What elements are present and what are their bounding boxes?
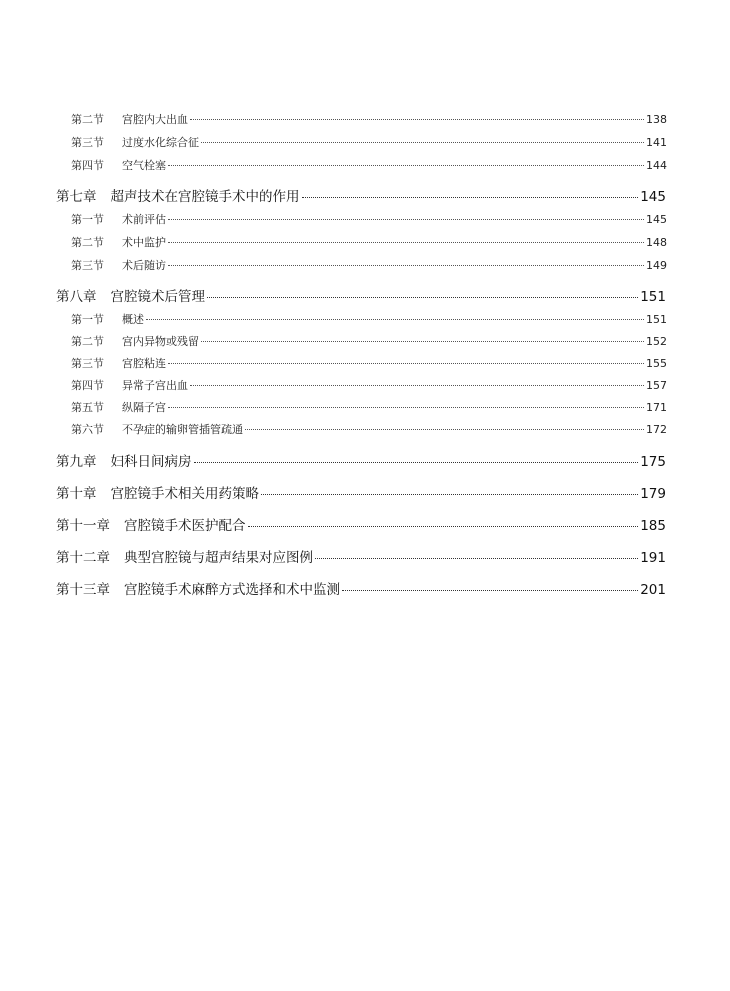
toc-section-row: [71, 257, 667, 273]
toc-section-row: [71, 211, 667, 227]
section-title: 术中监护: [122, 236, 166, 249]
chapter-number: 第十三章: [56, 582, 110, 598]
section-title: 空气栓塞: [122, 159, 166, 172]
section-number: 第三节: [71, 357, 104, 370]
page-number: 151: [640, 289, 666, 305]
section-title: 概述: [122, 313, 144, 326]
page-number: 201: [640, 582, 666, 598]
toc-section-row: [71, 157, 667, 173]
page-number: 191: [640, 550, 666, 566]
chapter-number: 第十二章: [56, 550, 110, 566]
section-number: 第五节: [71, 401, 104, 414]
toc-chapter-row: [56, 482, 666, 502]
section-title: 过度水化综合征: [122, 136, 199, 149]
chapter-number: 第七章: [56, 189, 97, 205]
dot-leader: [168, 407, 644, 408]
dot-leader: [190, 385, 644, 386]
chapter-number: 第九章: [56, 454, 97, 470]
section-title: 术前评估: [122, 213, 166, 226]
page-number: 175: [640, 454, 666, 470]
section-title: 宫腔内大出血: [122, 113, 188, 126]
dot-leader: [201, 341, 644, 342]
dot-leader: [302, 197, 639, 198]
page-number: 152: [646, 335, 667, 348]
section-number: 第一节: [71, 213, 104, 226]
toc-section-row: [71, 111, 667, 127]
section-number: 第二节: [71, 236, 104, 249]
dot-leader: [248, 526, 639, 527]
page-number: 179: [640, 486, 666, 502]
dot-leader: [201, 142, 644, 143]
dot-leader: [146, 319, 644, 320]
chapter-title: 妇科日间病房: [110, 454, 192, 470]
chapter-number: 第十章: [56, 486, 97, 502]
toc-section-row: [71, 333, 667, 349]
dot-leader: [190, 119, 644, 120]
page-number: 157: [646, 379, 667, 392]
toc-chapter-row: [56, 450, 666, 470]
chapter-number: 第十一章: [56, 518, 110, 534]
toc-section-row: [71, 134, 667, 150]
section-number: 第三节: [71, 259, 104, 272]
page-number: 155: [646, 357, 667, 370]
page-number: 151: [646, 313, 667, 326]
toc-section-row: [71, 377, 667, 393]
dot-leader: [315, 558, 638, 559]
page-number: 172: [646, 423, 667, 436]
dot-leader: [168, 265, 644, 266]
section-number: 第四节: [71, 159, 104, 172]
dot-leader: [168, 363, 644, 364]
dot-leader: [245, 429, 644, 430]
section-title: 术后随访: [122, 259, 166, 272]
section-number: 第二节: [71, 335, 104, 348]
dot-leader: [207, 297, 638, 298]
page-number: 185: [640, 518, 666, 534]
toc-chapter-row: [56, 546, 666, 566]
section-number: 第三节: [71, 136, 104, 149]
section-number: 第四节: [71, 379, 104, 392]
toc-section-row: [71, 421, 667, 437]
dot-leader: [342, 590, 638, 591]
page-number: 145: [640, 189, 666, 205]
page-number: 148: [646, 236, 667, 249]
dot-leader: [168, 242, 644, 243]
toc-chapter-row: [56, 185, 666, 205]
section-title: 纵隔子宫: [122, 401, 166, 414]
section-title: 宫腔粘连: [122, 357, 166, 370]
section-number: 第一节: [71, 313, 104, 326]
toc-section-row: [71, 399, 667, 415]
dot-leader: [168, 219, 644, 220]
chapter-title: 宫腔镜手术相关用药策略: [110, 486, 259, 502]
chapter-title: 宫腔镜手术麻醉方式选择和术中监测: [124, 582, 340, 598]
section-number: 第二节: [71, 113, 104, 126]
toc-section-row: [71, 234, 667, 250]
chapter-title: 宫腔镜术后管理: [110, 289, 205, 305]
section-number: 第六节: [71, 423, 104, 436]
toc-section-row: [71, 355, 667, 371]
toc-chapter-row: [56, 285, 666, 305]
toc-chapter-row: [56, 578, 666, 598]
page-number: 138: [646, 113, 667, 126]
dot-leader: [194, 462, 639, 463]
page-number: 149: [646, 259, 667, 272]
chapter-number: 第八章: [56, 289, 97, 305]
section-title: 不孕症的输卵管插管疏通: [122, 423, 243, 436]
page-number: 171: [646, 401, 667, 414]
page-number: 145: [646, 213, 667, 226]
section-title: 宫内异物或残留: [122, 335, 199, 348]
dot-leader: [168, 165, 644, 166]
page-number: 141: [646, 136, 667, 149]
chapter-title: 超声技术在宫腔镜手术中的作用: [110, 189, 300, 205]
page-number: 144: [646, 159, 667, 172]
toc-section-row: [71, 311, 667, 327]
chapter-title: 典型宫腔镜与超声结果对应图例: [124, 550, 313, 566]
section-title: 异常子宫出血: [122, 379, 188, 392]
toc-chapter-row: [56, 514, 666, 534]
chapter-title: 宫腔镜手术医护配合: [124, 518, 246, 534]
dot-leader: [261, 494, 638, 495]
